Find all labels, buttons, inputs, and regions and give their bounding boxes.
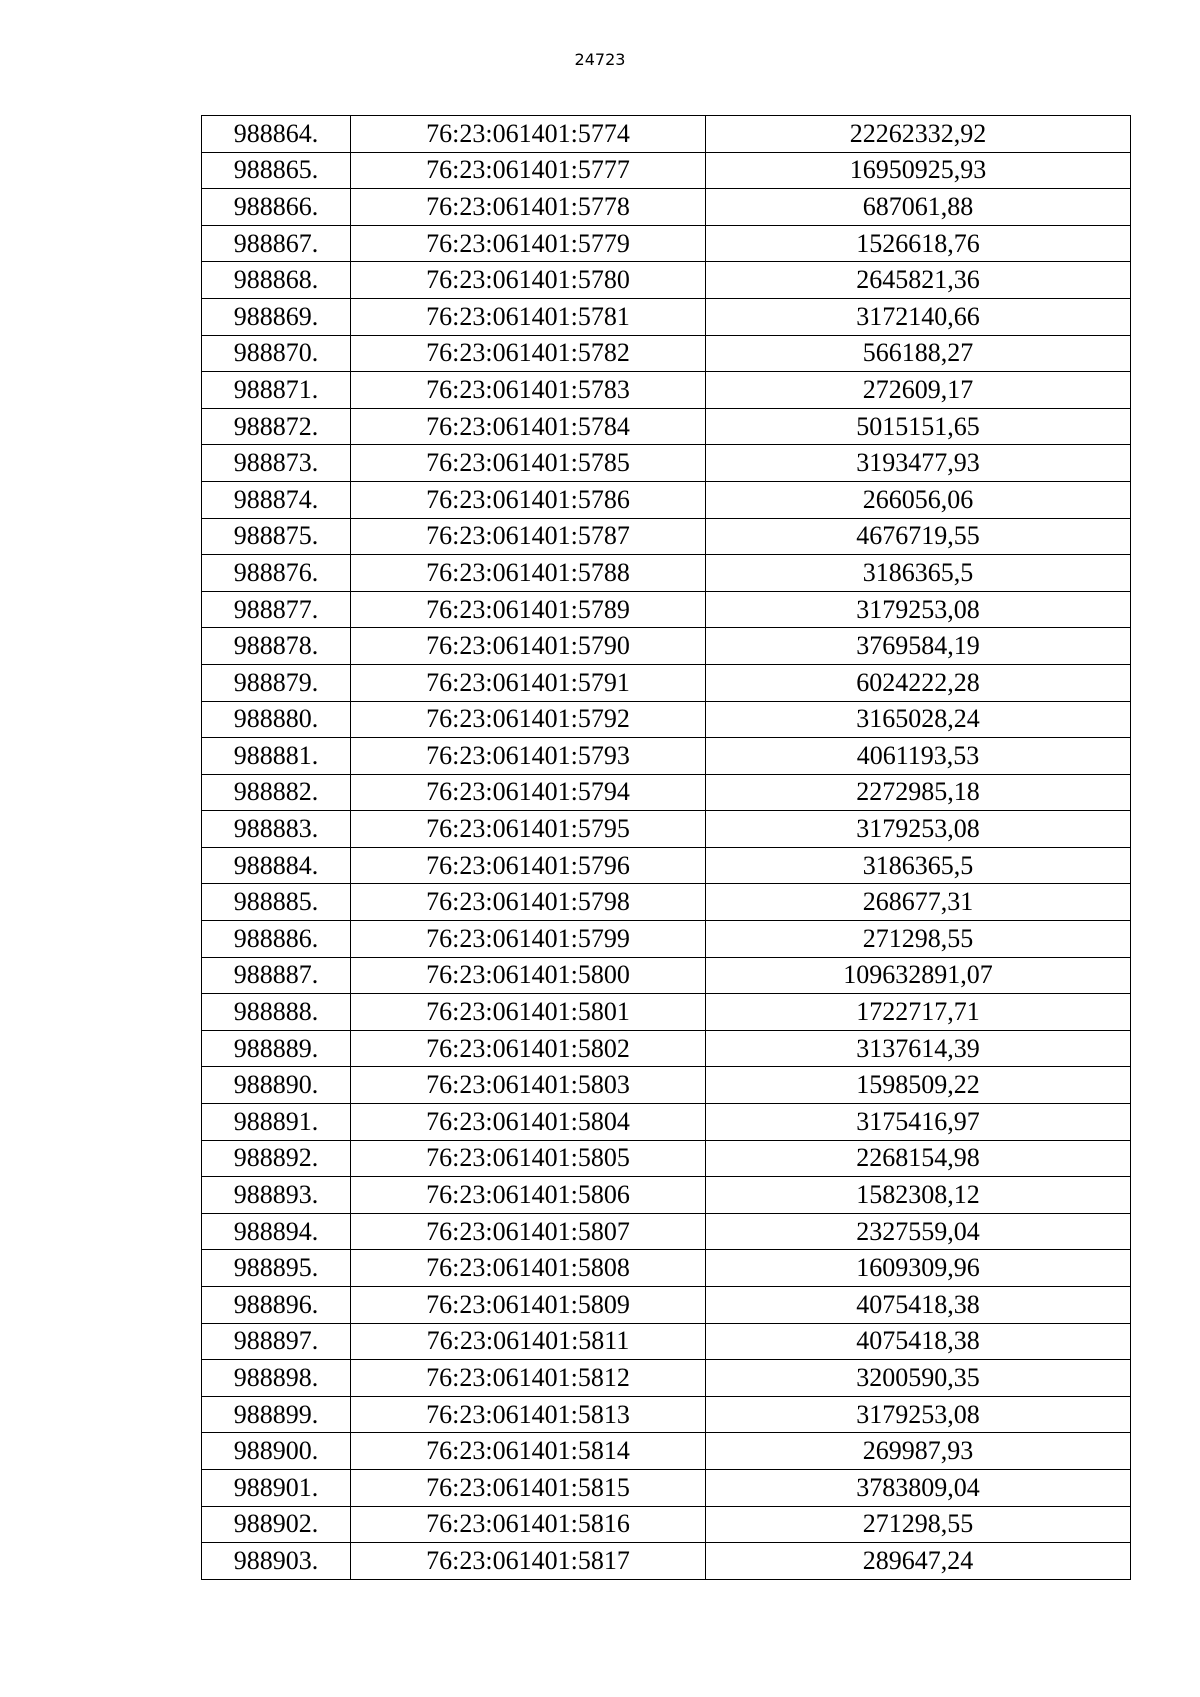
row-number-cell: 988885. bbox=[202, 884, 351, 921]
table-row bbox=[202, 701, 1131, 738]
cadastral-number-cell: 76:23:061401:5777 bbox=[351, 152, 706, 189]
table-row bbox=[202, 591, 1131, 628]
row-number-cell: 988890. bbox=[202, 1067, 351, 1104]
cadastral-number-cell: 76:23:061401:5817 bbox=[351, 1543, 706, 1580]
row-number-cell: 988891. bbox=[202, 1104, 351, 1141]
cadastral-number-cell: 76:23:061401:5813 bbox=[351, 1396, 706, 1433]
table-row bbox=[202, 1250, 1131, 1287]
cadastral-value-cell: 687061,88 bbox=[706, 189, 1131, 226]
cadastral-number-cell: 76:23:061401:5778 bbox=[351, 189, 706, 226]
cadastral-value-cell: 268677,31 bbox=[706, 884, 1131, 921]
cadastral-value-cell: 1598509,22 bbox=[706, 1067, 1131, 1104]
cadastral-number-cell: 76:23:061401:5789 bbox=[351, 591, 706, 628]
cadastral-number-cell: 76:23:061401:5798 bbox=[351, 884, 706, 921]
row-number-cell: 988870. bbox=[202, 335, 351, 372]
table-row bbox=[202, 774, 1131, 811]
row-number-cell: 988882. bbox=[202, 774, 351, 811]
row-number-cell: 988898. bbox=[202, 1360, 351, 1397]
table-row bbox=[202, 921, 1131, 958]
cadastral-value-cell: 3179253,08 bbox=[706, 811, 1131, 848]
cadastral-value-cell: 3137614,39 bbox=[706, 1030, 1131, 1067]
cadastral-value-cell: 4061193,53 bbox=[706, 738, 1131, 775]
cadastral-value-cell: 266056,06 bbox=[706, 481, 1131, 518]
cadastral-number-cell: 76:23:061401:5784 bbox=[351, 408, 706, 445]
row-number-cell: 988880. bbox=[202, 701, 351, 738]
row-number-cell: 988901. bbox=[202, 1469, 351, 1506]
cadastral-value-cell: 3165028,24 bbox=[706, 701, 1131, 738]
row-number-cell: 988892. bbox=[202, 1140, 351, 1177]
table-body bbox=[202, 116, 1131, 1580]
cadastral-value-table bbox=[201, 115, 1131, 1580]
cadastral-value-cell: 3200590,35 bbox=[706, 1360, 1131, 1397]
cadastral-number-cell: 76:23:061401:5791 bbox=[351, 664, 706, 701]
row-number-cell: 988864. bbox=[202, 116, 351, 153]
table-row bbox=[202, 1360, 1131, 1397]
cadastral-number-cell: 76:23:061401:5794 bbox=[351, 774, 706, 811]
cadastral-value-cell: 272609,17 bbox=[706, 372, 1131, 409]
cadastral-value-cell: 22262332,92 bbox=[706, 116, 1131, 153]
cadastral-value-cell: 289647,24 bbox=[706, 1543, 1131, 1580]
cadastral-number-cell: 76:23:061401:5806 bbox=[351, 1177, 706, 1214]
row-number-cell: 988874. bbox=[202, 481, 351, 518]
cadastral-value-cell: 4075418,38 bbox=[706, 1323, 1131, 1360]
table-row bbox=[202, 1213, 1131, 1250]
row-number-cell: 988894. bbox=[202, 1213, 351, 1250]
cadastral-number-cell: 76:23:061401:5807 bbox=[351, 1213, 706, 1250]
cadastral-number-cell: 76:23:061401:5783 bbox=[351, 372, 706, 409]
cadastral-value-cell: 3172140,66 bbox=[706, 298, 1131, 335]
row-number-cell: 988869. bbox=[202, 298, 351, 335]
row-number-cell: 988897. bbox=[202, 1323, 351, 1360]
cadastral-number-cell: 76:23:061401:5803 bbox=[351, 1067, 706, 1104]
cadastral-value-cell: 3179253,08 bbox=[706, 591, 1131, 628]
table-row bbox=[202, 372, 1131, 409]
table-row bbox=[202, 408, 1131, 445]
cadastral-number-cell: 76:23:061401:5816 bbox=[351, 1506, 706, 1543]
cadastral-value-cell: 4676719,55 bbox=[706, 518, 1131, 555]
row-number-cell: 988895. bbox=[202, 1250, 351, 1287]
row-number-cell: 988872. bbox=[202, 408, 351, 445]
table-row bbox=[202, 1506, 1131, 1543]
row-number-cell: 988876. bbox=[202, 555, 351, 592]
table-row bbox=[202, 1469, 1131, 1506]
table-row bbox=[202, 152, 1131, 189]
cadastral-number-cell: 76:23:061401:5800 bbox=[351, 957, 706, 994]
table-row bbox=[202, 481, 1131, 518]
cadastral-number-cell: 76:23:061401:5814 bbox=[351, 1433, 706, 1470]
table-row bbox=[202, 262, 1131, 299]
table-row bbox=[202, 555, 1131, 592]
table-row bbox=[202, 1287, 1131, 1324]
cadastral-number-cell: 76:23:061401:5790 bbox=[351, 628, 706, 665]
row-number-cell: 988903. bbox=[202, 1543, 351, 1580]
table-row bbox=[202, 1543, 1131, 1580]
table-row bbox=[202, 738, 1131, 775]
cadastral-number-cell: 76:23:061401:5811 bbox=[351, 1323, 706, 1360]
table-row bbox=[202, 1396, 1131, 1433]
row-number-cell: 988900. bbox=[202, 1433, 351, 1470]
table-row bbox=[202, 1433, 1131, 1470]
cadastral-value-cell: 3179253,08 bbox=[706, 1396, 1131, 1433]
cadastral-number-cell: 76:23:061401:5809 bbox=[351, 1287, 706, 1324]
cadastral-number-cell: 76:23:061401:5792 bbox=[351, 701, 706, 738]
table-row bbox=[202, 628, 1131, 665]
cadastral-value-cell: 2645821,36 bbox=[706, 262, 1131, 299]
cadastral-number-cell: 76:23:061401:5788 bbox=[351, 555, 706, 592]
row-number-cell: 988867. bbox=[202, 225, 351, 262]
table-row bbox=[202, 189, 1131, 226]
row-number-cell: 988879. bbox=[202, 664, 351, 701]
row-number-cell: 988877. bbox=[202, 591, 351, 628]
table-row bbox=[202, 335, 1131, 372]
row-number-cell: 988883. bbox=[202, 811, 351, 848]
cadastral-value-cell: 3193477,93 bbox=[706, 445, 1131, 482]
document-table-container bbox=[201, 115, 1131, 1580]
cadastral-value-cell: 5015151,65 bbox=[706, 408, 1131, 445]
cadastral-value-cell: 3186365,5 bbox=[706, 847, 1131, 884]
row-number-cell: 988896. bbox=[202, 1287, 351, 1324]
table-row bbox=[202, 1140, 1131, 1177]
row-number-cell: 988886. bbox=[202, 921, 351, 958]
cadastral-number-cell: 76:23:061401:5808 bbox=[351, 1250, 706, 1287]
cadastral-number-cell: 76:23:061401:5786 bbox=[351, 481, 706, 518]
table-row bbox=[202, 957, 1131, 994]
table-row bbox=[202, 116, 1131, 153]
cadastral-number-cell: 76:23:061401:5812 bbox=[351, 1360, 706, 1397]
table-row bbox=[202, 445, 1131, 482]
cadastral-value-cell: 269987,93 bbox=[706, 1433, 1131, 1470]
table-row bbox=[202, 1177, 1131, 1214]
cadastral-value-cell: 2327559,04 bbox=[706, 1213, 1131, 1250]
cadastral-value-cell: 1609309,96 bbox=[706, 1250, 1131, 1287]
cadastral-value-cell: 3186365,5 bbox=[706, 555, 1131, 592]
cadastral-number-cell: 76:23:061401:5781 bbox=[351, 298, 706, 335]
cadastral-number-cell: 76:23:061401:5804 bbox=[351, 1104, 706, 1141]
row-number-cell: 988893. bbox=[202, 1177, 351, 1214]
row-number-cell: 988884. bbox=[202, 847, 351, 884]
cadastral-value-cell: 6024222,28 bbox=[706, 664, 1131, 701]
cadastral-value-cell: 3769584,19 bbox=[706, 628, 1131, 665]
row-number-cell: 988875. bbox=[202, 518, 351, 555]
table-row bbox=[202, 298, 1131, 335]
table-row bbox=[202, 1030, 1131, 1067]
cadastral-value-cell: 2268154,98 bbox=[706, 1140, 1131, 1177]
cadastral-value-cell: 16950925,93 bbox=[706, 152, 1131, 189]
cadastral-value-cell: 271298,55 bbox=[706, 921, 1131, 958]
cadastral-number-cell: 76:23:061401:5802 bbox=[351, 1030, 706, 1067]
cadastral-value-cell: 2272985,18 bbox=[706, 774, 1131, 811]
row-number-cell: 988902. bbox=[202, 1506, 351, 1543]
cadastral-value-cell: 3175416,97 bbox=[706, 1104, 1131, 1141]
table-row bbox=[202, 518, 1131, 555]
cadastral-number-cell: 76:23:061401:5779 bbox=[351, 225, 706, 262]
cadastral-number-cell: 76:23:061401:5793 bbox=[351, 738, 706, 775]
table-row bbox=[202, 664, 1131, 701]
cadastral-number-cell: 76:23:061401:5787 bbox=[351, 518, 706, 555]
row-number-cell: 988866. bbox=[202, 189, 351, 226]
row-number-cell: 988871. bbox=[202, 372, 351, 409]
table-row bbox=[202, 1323, 1131, 1360]
row-number-cell: 988887. bbox=[202, 957, 351, 994]
cadastral-value-cell: 1722717,71 bbox=[706, 994, 1131, 1031]
row-number-cell: 988888. bbox=[202, 994, 351, 1031]
cadastral-value-cell: 109632891,07 bbox=[706, 957, 1131, 994]
cadastral-number-cell: 76:23:061401:5805 bbox=[351, 1140, 706, 1177]
table-row bbox=[202, 884, 1131, 921]
cadastral-number-cell: 76:23:061401:5815 bbox=[351, 1469, 706, 1506]
table-row bbox=[202, 994, 1131, 1031]
table-row bbox=[202, 847, 1131, 884]
table-row bbox=[202, 811, 1131, 848]
cadastral-number-cell: 76:23:061401:5782 bbox=[351, 335, 706, 372]
cadastral-number-cell: 76:23:061401:5780 bbox=[351, 262, 706, 299]
row-number-cell: 988878. bbox=[202, 628, 351, 665]
cadastral-value-cell: 3783809,04 bbox=[706, 1469, 1131, 1506]
row-number-cell: 988873. bbox=[202, 445, 351, 482]
cadastral-number-cell: 76:23:061401:5801 bbox=[351, 994, 706, 1031]
page-number: 24723 bbox=[574, 50, 626, 69]
cadastral-number-cell: 76:23:061401:5785 bbox=[351, 445, 706, 482]
table-row bbox=[202, 1104, 1131, 1141]
row-number-cell: 988865. bbox=[202, 152, 351, 189]
table-row bbox=[202, 225, 1131, 262]
cadastral-value-cell: 271298,55 bbox=[706, 1506, 1131, 1543]
cadastral-number-cell: 76:23:061401:5774 bbox=[351, 116, 706, 153]
cadastral-value-cell: 4075418,38 bbox=[706, 1287, 1131, 1324]
row-number-cell: 988889. bbox=[202, 1030, 351, 1067]
cadastral-number-cell: 76:23:061401:5796 bbox=[351, 847, 706, 884]
row-number-cell: 988899. bbox=[202, 1396, 351, 1433]
cadastral-number-cell: 76:23:061401:5799 bbox=[351, 921, 706, 958]
cadastral-value-cell: 566188,27 bbox=[706, 335, 1131, 372]
cadastral-value-cell: 1526618,76 bbox=[706, 225, 1131, 262]
cadastral-number-cell: 76:23:061401:5795 bbox=[351, 811, 706, 848]
row-number-cell: 988881. bbox=[202, 738, 351, 775]
row-number-cell: 988868. bbox=[202, 262, 351, 299]
table-row bbox=[202, 1067, 1131, 1104]
cadastral-value-cell: 1582308,12 bbox=[706, 1177, 1131, 1214]
